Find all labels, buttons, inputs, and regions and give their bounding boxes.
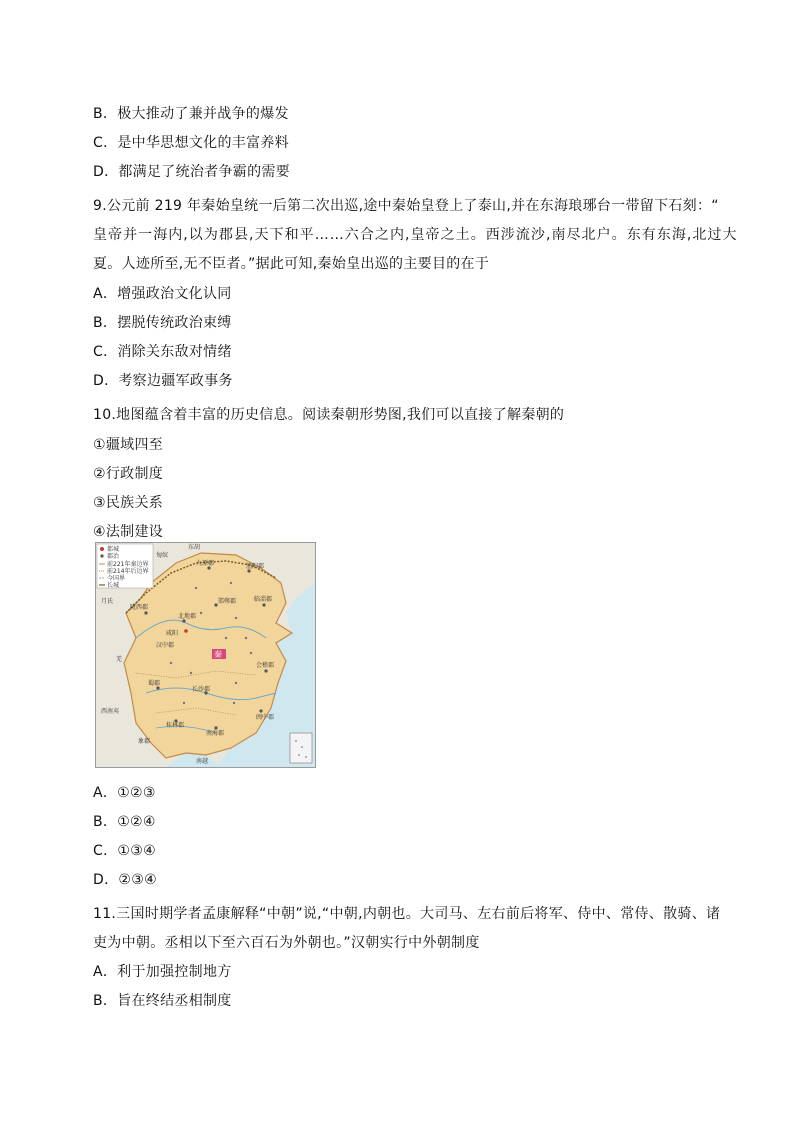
q11-stem-line-1: 11.三国时期学者孟康解释“中朝”说,“中朝,内朝也。大司马、左右前后将军、侍中、常侍、散骑、诸 [93,906,721,922]
legend-great-wall: 长城 [107,582,120,589]
label-hanzhong: 汉中郡 [156,642,175,649]
q9-stem-line-3: 夏。人迹所至,无不臣者。”据此可知,秦始皇出巡的主要目的在于 [93,256,490,272]
legend-prefecture-symbol [100,554,103,557]
label-xinan: 西南夷 [101,708,120,715]
label-minzhong: 闽中郡 [256,714,275,721]
q9-option-a: A．增强政治文化认同 [93,286,232,302]
label-xiang: 象郡 [138,738,151,745]
label-xianyang: 咸阳 [166,630,179,637]
legend-border-214: 前214年后边界 [107,568,149,575]
legend-national-border: 今国界 [107,575,126,582]
south-sea-inset [290,733,312,763]
legend-capital-symbol [100,547,104,551]
q8-option-d: D．都满足了统治者争霸的需要 [93,164,290,180]
q10-option-b: B．①②④ [93,814,156,830]
q9-stem-line-2: 皇帝并一海内,以为郡县,天下和平……六合之内,皇帝之土。西涉流沙,南尽北户。东有东海,北过大 [93,227,738,243]
label-xiongnu: 匈奴 [156,552,169,559]
q10-item-1: ①疆域四至 [93,437,164,453]
label-handan: 邯郸郡 [218,598,237,605]
q11-option-a: A．利于加强控制地方 [93,964,232,980]
label-longxi: 陇西郡 [130,604,149,611]
label-qiang: 羌 [116,656,123,663]
label-qin-capital: 秦 [214,650,222,659]
legend-border-221: 前221年秦边界 [107,561,149,568]
label-nanyue: 南越 [196,758,209,765]
legend-prefecture: 郡治 [107,553,120,560]
q10-option-d: D．②③④ [93,872,157,888]
q10-option-a: A．①②③ [93,785,156,801]
q9-option-c: C．消除关东敌对情绪 [93,344,232,360]
label-beidi: 北地郡 [178,613,197,620]
qin-dynasty-map [95,542,316,768]
q10-option-c: C．①③④ [93,843,156,859]
label-yuyang: 渔阳郡 [246,563,265,570]
label-changsha: 长沙郡 [192,686,211,693]
q10-item-4: ④法制建设 [93,524,164,540]
label-nanhai: 南海郡 [206,730,225,737]
q11-option-b: B．旨在终结丞相制度 [93,993,232,1009]
label-kuaiji: 会稽郡 [256,662,275,669]
q8-option-b: B．极大推动了兼并战争的爆发 [93,106,289,122]
label-linzi: 临淄郡 [254,596,273,603]
q9-option-d: D．考察边疆军政事务 [93,373,233,389]
q9-option-b: B．摆脱传统政治束缚 [93,315,232,331]
q10-item-2: ②行政制度 [93,466,164,482]
label-donghu: 东胡 [188,544,201,551]
label-guilin: 桂林郡 [166,722,185,729]
q8-option-c: C．是中华思想文化的丰富养料 [93,135,289,151]
q10-stem: 10.地图蕴含着丰富的历史信息。阅读秦朝形势图,我们可以直接了解秦朝的 [93,407,565,423]
q10-item-3: ③民族关系 [93,495,164,511]
q11-stem-line-2: 吏为中朝。丞相以下至六百石为外朝也。”汉朝实行中外朝制度 [93,935,480,951]
label-jiuyuan: 九原郡 [196,560,215,567]
label-shujun: 蜀郡 [148,680,161,687]
legend-capital: 都城 [107,546,120,553]
label-yuezhi: 月氏 [101,598,114,605]
q9-stem-line-1: 9.公元前 219 年秦始皇统一后第二次出巡,途中秦始皇登上了泰山,并在东海琅琊台一带留下石刻：“ [93,198,719,214]
